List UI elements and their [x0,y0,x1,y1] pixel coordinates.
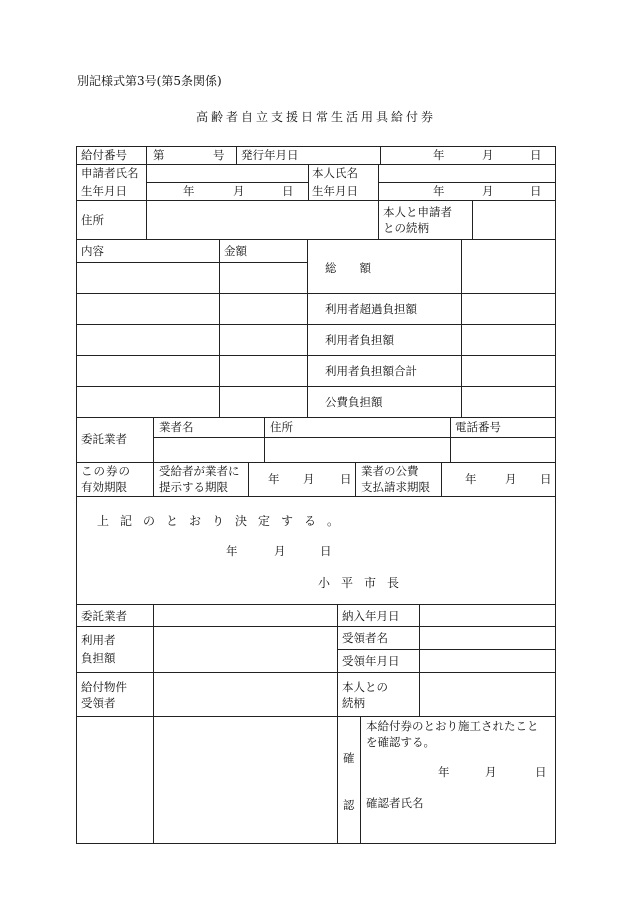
present-deadline-day: 日 [340,472,352,486]
label-applicant-dob: 生年月日 [81,184,127,198]
label-user-burden: 利用者負担額 [325,333,394,347]
claim-deadline-month: 月 [505,472,517,486]
label-goods-receiver-line1: 給付物件 [81,680,127,694]
form-reference: 別記様式第3号(第5条関係) [77,74,222,88]
confirm-day: 日 [535,765,547,779]
label-applicant-name: 申請者氏名 [81,166,139,180]
person-dob-month: 月 [482,184,494,198]
label-contractor-address: 住所 [270,420,293,434]
applicant-dob-day: 日 [282,184,294,198]
decision-year: 年 [226,544,238,558]
label-relation-to-person-line1: 本人との [342,680,388,694]
label-receive-date: 受領年月日 [342,654,400,668]
label-user-burden-amount-line1: 利用者 [81,633,116,647]
label-receipt-contractor: 委託業者 [81,609,127,623]
label-validity-line2: 有効期限 [81,480,127,494]
label-issue-date: 発行年月日 [241,148,299,162]
label-present-deadline-line1: 受給者が業者に [159,464,240,478]
form-title: 高齢者自立支援日常生活用具給付券 [196,110,437,124]
issue-year: 年 [433,148,445,162]
person-dob-year: 年 [433,184,445,198]
label-confirmer-name: 確認者氏名 [366,796,424,810]
present-deadline-year: 年 [268,472,280,486]
label-relation-to-person-line2: 続柄 [342,696,365,710]
confirm-statement-line1: 本給付券のとおり施工されたこと [366,719,539,733]
label-confirm-nin: 認 [343,798,355,812]
decision-day: 日 [320,544,332,558]
label-phone-number: 電話番号 [455,420,501,434]
issue-month: 月 [482,148,494,162]
claim-deadline-day: 日 [540,472,552,486]
applicant-dob-month: 月 [233,184,245,198]
label-person-name: 本人氏名 [312,166,358,180]
label-validity-line1: この券の [81,464,131,478]
present-deadline-month: 月 [303,472,315,486]
label-relation-line1: 本人と申請者 [383,205,452,219]
person-dob-day: 日 [530,184,542,198]
label-total: 総 額 [325,261,371,275]
label-content: 内容 [81,244,104,258]
label-confirm-kaku: 確 [343,751,355,765]
label-amount: 金額 [224,244,247,258]
label-public-burden: 公費負担額 [325,395,383,409]
label-relation-line2: との続柄 [383,221,429,235]
label-goods-receiver-line2: 受領者 [81,696,116,710]
confirm-month: 月 [485,765,497,779]
label-user-burden-amount-line2: 負担額 [81,651,116,665]
label-user-burden-total: 利用者負担額合計 [325,364,417,378]
label-dai: 第 [153,148,165,162]
label-business-name: 業者名 [159,420,194,434]
label-address: 住所 [81,213,104,227]
label-present-deadline-line2: 提示する期限 [159,480,228,494]
label-contractor: 委託業者 [81,432,127,446]
label-receiver-name: 受領者名 [342,631,388,645]
confirm-year: 年 [438,765,450,779]
issue-day: 日 [530,148,542,162]
label-payment-date: 納入年月日 [342,609,400,623]
label-claim-deadline-line2: 支払請求期限 [361,480,430,494]
decision-month: 月 [274,544,286,558]
mayor-signature-line: 小平市長 [318,576,411,590]
confirm-statement-line2: を確認する。 [366,735,435,749]
claim-deadline-year: 年 [465,472,477,486]
label-user-excess-burden: 利用者超過負担額 [325,302,417,316]
applicant-dob-year: 年 [183,184,195,198]
label-person-dob: 生年月日 [312,184,358,198]
label-claim-deadline-line1: 業者の公費 [361,464,419,478]
label-benefit-number: 給付番号 [81,148,127,162]
label-go: 号 [213,148,225,162]
decision-statement: 上記のとおり決定する。 [97,514,351,528]
